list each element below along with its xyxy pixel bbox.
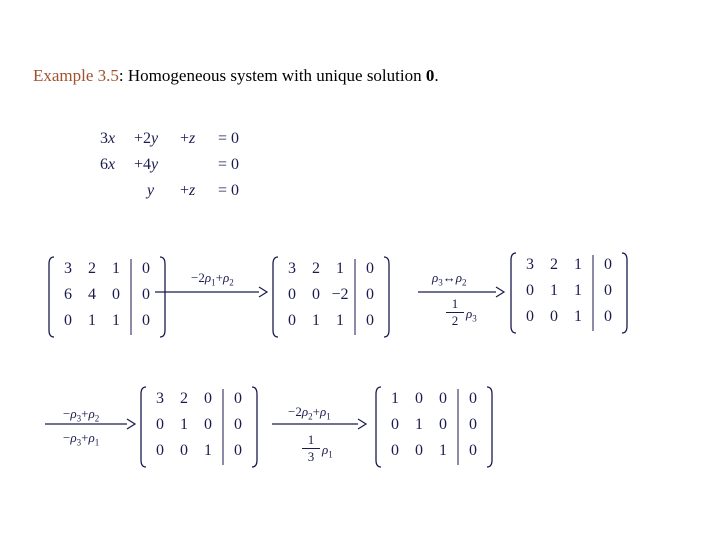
matrix-cell: 0 [604, 256, 612, 273]
matrix-cell: 1 [112, 260, 120, 277]
matrix-2 [272, 256, 390, 338]
example-title [33, 66, 439, 86]
matrix-cell: 3 [288, 260, 296, 277]
term: +4 y [134, 156, 159, 173]
term: +2 y [134, 130, 159, 147]
matrix-cell: 0 [469, 442, 477, 459]
matrix-cell: 1 [88, 312, 96, 329]
matrix-cell: 0 [142, 312, 150, 329]
op-label: $-2\rho_1+\rho_2$ [191, 270, 234, 288]
matrix-cell: −2 [331, 286, 349, 303]
matrix-cell: 1 [574, 256, 582, 273]
matrix-cell: 0 [180, 442, 188, 459]
matrix-cell: 1 [180, 416, 188, 433]
left-bracket [376, 387, 381, 467]
matrix-cell: 0 [604, 282, 612, 299]
fraction [302, 432, 320, 464]
matrix-cell: 1 [336, 260, 344, 277]
matrix-1 [48, 256, 166, 338]
op-label: $\rho_3$ [466, 306, 477, 324]
matrix-cell: 2 [550, 256, 558, 273]
matrix-cell: 0 [391, 416, 399, 433]
numerator: 1 [307, 432, 315, 447]
op-label: $-\rho_3+\rho_2$ [63, 406, 100, 424]
matrix-cell: 0 [288, 312, 296, 329]
op-label: $-\rho_3+\rho_1$ [63, 430, 100, 448]
matrix-cell: 1 [391, 390, 399, 407]
op-label: $-2\rho_2+\rho_1$ [288, 404, 331, 422]
matrix-cell: 0 [204, 390, 212, 407]
op-label: $\rho_3\leftrightarrow\rho_2$ [432, 270, 467, 288]
matrix-cell: 0 [234, 442, 242, 459]
matrix-cell: 0 [469, 390, 477, 407]
matrix-cell: 2 [312, 260, 320, 277]
matrix-cell: 0 [234, 390, 242, 407]
matrix-cell: 2 [180, 390, 188, 407]
right-bracket [252, 387, 257, 467]
arrow-icon [272, 418, 366, 432]
matrix-cell: 0 [204, 416, 212, 433]
matrix-4 [140, 386, 258, 468]
matrix-cell: 0 [156, 442, 164, 459]
term: 6 x [100, 156, 116, 173]
left-bracket [511, 253, 516, 333]
right-bracket [487, 387, 492, 467]
matrix-cell: 1 [415, 416, 423, 433]
title-zero: 0 [425, 66, 435, 85]
right-bracket [622, 253, 627, 333]
denominator: 3 [302, 448, 320, 464]
matrix-cell: 0 [415, 442, 423, 459]
right-bracket [384, 257, 389, 337]
title-period: . [434, 66, 439, 85]
matrix-cell: 1 [204, 442, 212, 459]
matrix-cell: 0 [391, 442, 399, 459]
matrix-cell: 2 [88, 260, 96, 277]
term: + z [180, 130, 196, 147]
term: = 0 [218, 182, 240, 199]
matrix-3 [510, 252, 628, 334]
matrix-cell: 3 [526, 256, 534, 273]
matrix-cell: 0 [469, 416, 477, 433]
matrix-cell: 0 [366, 312, 374, 329]
matrix-cell: 0 [439, 416, 447, 433]
matrix-cell: 1 [439, 442, 447, 459]
matrix-cell: 0 [604, 308, 612, 325]
matrix-cell: 3 [156, 390, 164, 407]
term: 3 x [100, 130, 116, 147]
arrow-icon [155, 286, 267, 300]
left-bracket [49, 257, 54, 337]
matrix-cell: 0 [112, 286, 120, 303]
matrix-cell: 0 [366, 260, 374, 277]
fraction [446, 296, 464, 328]
matrix-cell: 0 [142, 286, 150, 303]
matrix-5 [375, 386, 493, 468]
matrix-cell: 1 [312, 312, 320, 329]
matrix-cell: 4 [88, 286, 96, 303]
matrix-cell: 6 [64, 286, 72, 303]
left-bracket [141, 387, 146, 467]
matrix-cell: 0 [526, 282, 534, 299]
term: = 0 [218, 130, 240, 147]
matrix-cell: 0 [312, 286, 320, 303]
matrix-cell: 0 [234, 416, 242, 433]
title-text: : Homogeneous system with unique solution [118, 66, 426, 85]
matrix-cell: 0 [156, 416, 164, 433]
matrix-cell: 0 [526, 308, 534, 325]
numerator: 1 [451, 296, 459, 311]
matrix-cell: 1 [550, 282, 558, 299]
matrix-cell: 0 [64, 312, 72, 329]
denominator: 2 [446, 312, 464, 328]
matrix-cell: 0 [142, 260, 150, 277]
op-label: $\rho_1$ [322, 442, 333, 460]
matrix-cell: 1 [112, 312, 120, 329]
matrix-cell: 1 [574, 282, 582, 299]
term: = 0 [218, 156, 240, 173]
matrix-cell: 0 [288, 286, 296, 303]
matrix-cell: 0 [366, 286, 374, 303]
left-bracket [273, 257, 278, 337]
matrix-cell: 0 [550, 308, 558, 325]
term: + z [180, 182, 196, 199]
matrix-cell: 1 [336, 312, 344, 329]
matrix-cell: 1 [574, 308, 582, 325]
example-label: Example 3.5 [33, 66, 119, 85]
matrix-cell: 3 [64, 260, 72, 277]
matrix-cell: 0 [439, 390, 447, 407]
matrix-cell: 0 [415, 390, 423, 407]
